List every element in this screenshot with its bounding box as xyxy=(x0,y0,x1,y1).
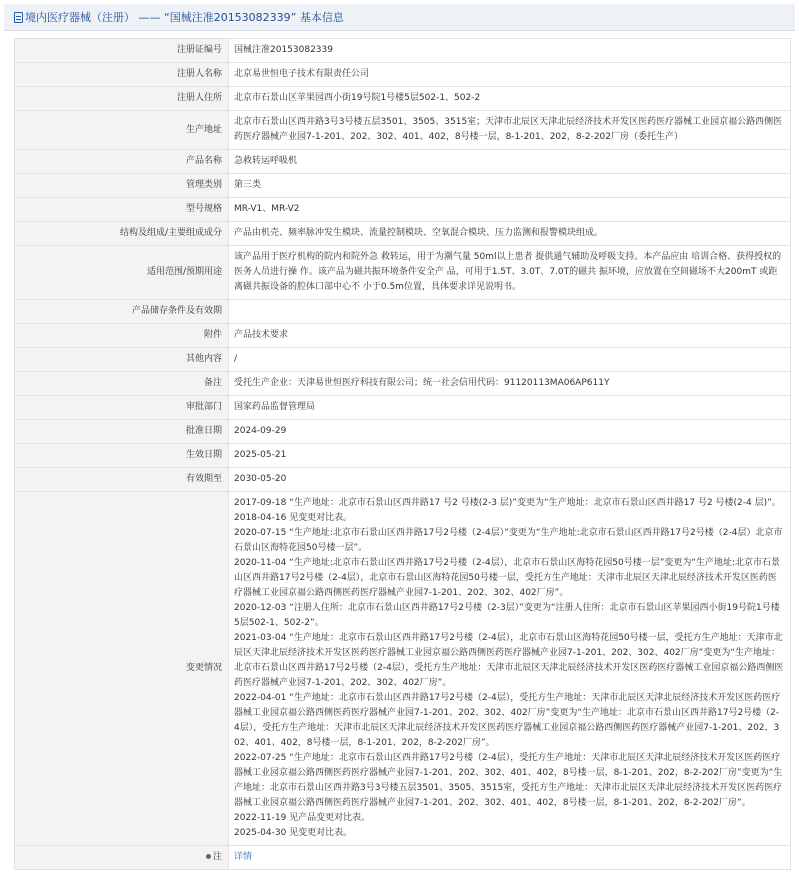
field-value: 受托生产企业：天津易世恒医疗科技有限公司；统一社会信用代码：91120113MA06AP611Y xyxy=(229,372,791,396)
row-model-spec xyxy=(15,198,791,222)
row-effective-date xyxy=(15,444,791,468)
field-value: 2024-09-29 xyxy=(229,420,791,444)
change-entry: 2020-11-04 “生产地址:北京市石景山区西井路17号2号楼（2-4层），北京市石景山区海特花园50号楼一层”变更为“生产地址:北京市石景山区西井路17号2号楼（2-4层），北京市石景山区海特花园50号楼一层，受托方生产地址：天津市北辰区天津北辰经济技术开发区医药医疗器械工业园京福公路西侧医药医疗器械产业园7-1-201、202、302、402厂房”。 xyxy=(234,558,781,598)
row-registrant-name xyxy=(15,63,791,87)
field-label: 产品储存条件及有效期 xyxy=(15,300,229,324)
change-entry: 2020-07-15 “生产地址:北京市石景山区西井路17号2号楼（2-4层）”变更为“生产地址:北京市石景山区西井路17号2号楼（2-4层）北京市石景山区海特花园50号楼一层”。 xyxy=(234,528,783,553)
change-entry: 2017-09-18 “生产地址：北京市石景山区西井路17 号2 号楼(2-3 层)”变更为“生产地址：北京市石景山区西井路17 号2 号楼(2-4 层)”。 xyxy=(234,498,781,508)
field-value: 国家药品监督管理局 xyxy=(229,396,791,420)
field-value: 北京市石景山区西井路3号3号楼五层3501、3505、3515室；天津市北辰区天津北辰经济技术开发区医药医疗器械工业园京福公路西侧医药医疗器械产业园7-1-201、202、302、401、402，8号楼一层，8-1-201、202，8-2-202厂房（委托生产） xyxy=(229,111,791,150)
field-label: 管理类别 xyxy=(15,174,229,198)
field-value: 第三类 xyxy=(229,174,791,198)
field-value: 急救转运呼吸机 xyxy=(229,150,791,174)
field-label: 注册人住所 xyxy=(15,87,229,111)
field-label: 批准日期 xyxy=(15,420,229,444)
row-approval-dept xyxy=(15,396,791,420)
field-value: 产品由机壳、频率脉冲发生模块、流量控制模块、空氧混合模块、压力监测和报警模块组成。 xyxy=(229,222,791,246)
field-label: 附件 xyxy=(15,324,229,348)
row-other xyxy=(15,348,791,372)
row-attachment xyxy=(15,324,791,348)
change-entry: 2021-03-04 “生产地址：北京市石景山区西井路17号2号楼（2-4层），北京市石景山区海特花园50号楼一层，受托方生产地址：天津市北辰区天津北辰经济技术开发区医药医疗器械工业园京福公路西侧医药医疗器械产业园7-1-201、202、302、402厂房”变更为“生产地址：北京市石景山区西井路17号2号楼（2-4层），受托方生产地址：天津市北辰区天津北辰经济技术开发区医药医疗器械工业园京福公路西侧医药医疗器械产业园7-1-201、202、302、402厂房”。 xyxy=(234,633,784,688)
row-registrant-address xyxy=(15,87,791,111)
field-value: 北京市石景山区苹果园西小街19号院1号楼5层502-1、502-2 xyxy=(229,87,791,111)
row-structure xyxy=(15,222,791,246)
row-storage xyxy=(15,300,791,324)
note-value-cell xyxy=(229,846,791,870)
field-label: 注册证编号 xyxy=(15,39,229,63)
field-label: 适用范围/预期用途 xyxy=(15,246,229,300)
row-remarks xyxy=(15,372,791,396)
field-value: MR-V1、MR-V2 xyxy=(229,198,791,222)
note-label: 注 xyxy=(212,852,222,862)
change-entry: 2025-04-30 见变更对比表。 xyxy=(234,828,353,838)
field-value: 北京易世恒电子技术有限责任公司 xyxy=(229,63,791,87)
field-label: 结构及组成/主要组成成分 xyxy=(15,222,229,246)
row-management-class xyxy=(15,174,791,198)
row-note xyxy=(15,846,791,870)
row-intended-use xyxy=(15,246,791,300)
info-table xyxy=(14,38,791,870)
document-icon xyxy=(14,12,23,23)
note-label-cell xyxy=(15,846,229,870)
field-label: 变更情况 xyxy=(15,492,229,846)
row-production-address xyxy=(15,111,791,150)
field-value: 2025-05-21 xyxy=(229,444,791,468)
field-label: 产品名称 xyxy=(15,150,229,174)
field-label: 型号规格 xyxy=(15,198,229,222)
field-value xyxy=(229,300,791,324)
row-approval-date xyxy=(15,420,791,444)
field-label: 生效日期 xyxy=(15,444,229,468)
change-entry: 2022-07-25 “生产地址：北京市石景山区西井路17号2号楼（2-4层），受托方生产地址：天津市北辰区天津北辰经济技术开发区医药医疗器械工业园京福公路西侧医药医疗器械产业园7-1-201、202、302、401、402，8号楼一层，8-1-201、202，8-2-202厂房”变更为“生产地址：北京市石景山区西井路3号3号楼五层3501、3505、3515室，受托方生产地址：天津市北辰区天津北辰经济技术开发区医药医疗器械工业园京福公路西侧医药医疗器械产业园7-1-201、202、302、401、402，8号楼一层，8-1-201、202，8-2-202厂房”。 xyxy=(234,753,783,808)
change-entry: 2020-12-03 “注册人住所：北京市石景山区西井路17号2号楼（2-3层）”变更为“注册人住所：北京市石景山区苹果园西小街19号院1号楼5层502-1、502-2”。 xyxy=(234,603,780,628)
info-icon xyxy=(206,854,211,859)
field-label: 其他内容 xyxy=(15,348,229,372)
field-label: 注册人名称 xyxy=(15,63,229,87)
page-title: 境内医疗器械（注册） —— “国械注准20153082339” 基本信息 xyxy=(25,11,344,24)
field-value: 2030-05-20 xyxy=(229,468,791,492)
changes-log xyxy=(229,492,791,846)
change-entry: 2018-04-16 见变更对比表。 xyxy=(234,513,353,523)
page-header xyxy=(4,4,795,31)
field-label: 有效期至 xyxy=(15,468,229,492)
field-label: 生产地址 xyxy=(15,111,229,150)
field-value: 该产品用于医疗机构的院内和院外急 救转运，用于为潮气量 50ml以上患者 提供通气辅助及呼吸支持。本产品应由 培训合格、获得授权的医务人员进行操 作。该产品为磁共振环境条件安全产 品，可用于1.5T、3.0T、7.0T的磁共 振环境，应放置在空间磁场不大200mT 或距离磁共振设备的腔体口部中心不 小于0.5m位置，具体要求详见说明书。 xyxy=(229,246,791,300)
row-changes xyxy=(15,492,791,846)
field-label: 审批部门 xyxy=(15,396,229,420)
field-value: 产品技术要求 xyxy=(229,324,791,348)
field-value: 国械注准20153082339 xyxy=(229,39,791,63)
field-label: 备注 xyxy=(15,372,229,396)
field-value: / xyxy=(229,348,791,372)
row-product-name xyxy=(15,150,791,174)
change-entry: 2022-11-19 见产品变更对比表。 xyxy=(234,813,371,823)
row-valid-until xyxy=(15,468,791,492)
details-link[interactable]: 详情 xyxy=(234,852,253,862)
row-registration-number xyxy=(15,39,791,63)
change-entry: 2022-04-01 “生产地址：北京市石景山区西井路17号2号楼（2-4层），受托方生产地址：天津市北辰区天津北辰经济技术开发区医药医疗器械工业园京福公路西侧医药医疗器械产业园7-1-201、202、302、402厂房”变更为“生产地址：北京市石景山区西井路17号2号楼（2-4层），受托方生产地址：天津市北辰区天津北辰经济技术开发区医药医疗器械工业园京福公路西侧医药医疗器械产业园7-1-201、202、302、401、402，8号楼一层，8-1-201、202，8-2-202厂房”。 xyxy=(234,693,781,748)
